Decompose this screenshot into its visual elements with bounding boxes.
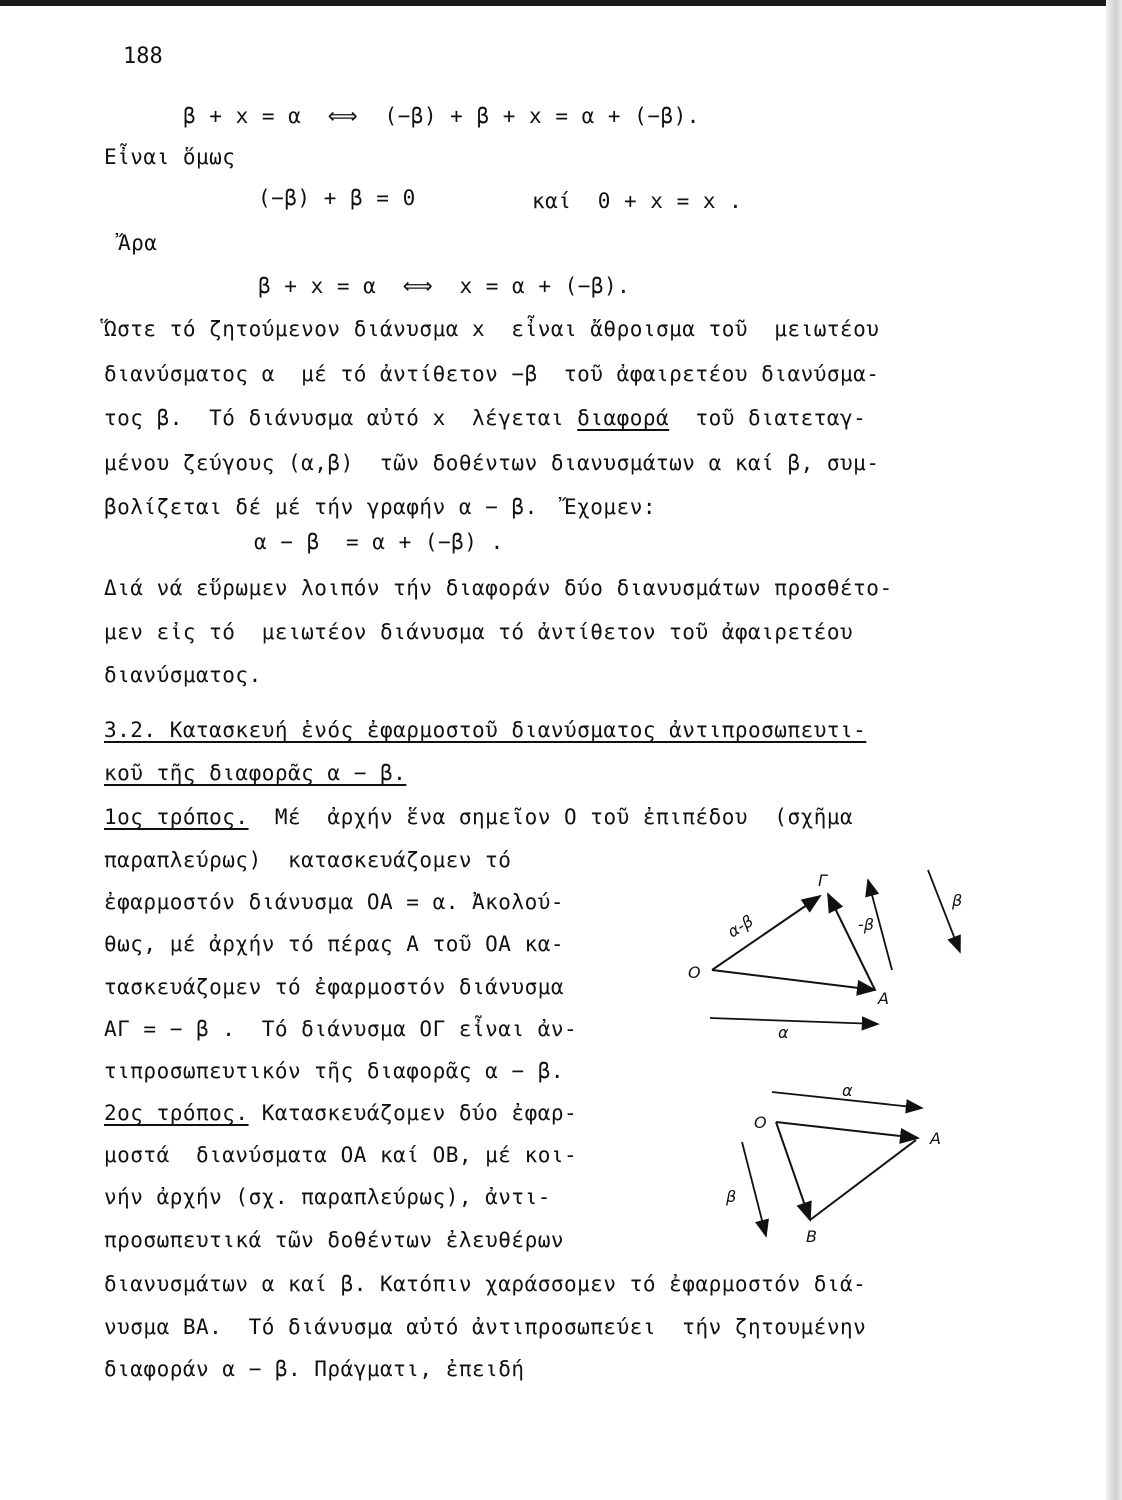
paragraph-line: Διά νά εὕρωμεν λοιπόν τήν διαφοράν δύο διανυσμάτων προσθέτο-: [104, 576, 893, 600]
text-line: Εἶναι ὅμως: [104, 145, 236, 169]
equation-line-1: β + x = α ⟺ (−β) + β + x = α + (−β).: [183, 104, 700, 128]
method-line: τασκευάζομεν τό ἐφαρμοστόν διάνυσμα: [104, 975, 565, 999]
figure-vector-difference-2: [700, 1070, 970, 1250]
paragraph-line: διαφοράν α − β. Πράγματι, ἐπειδή: [104, 1357, 525, 1381]
paragraph-line: μεν εἰς τό μειωτέον διάνυσμα τό ἀντίθετον τοῦ ἀφαιρετέου: [104, 620, 854, 644]
label-O: O: [688, 963, 701, 982]
method-line: προσωπευτικά τῶν δοθέντων ἐλευθέρων: [104, 1228, 565, 1252]
paragraph-line: Ὥστε τό ζητούμενον διάνυσμα x εἶναι ἄθροισμα τοῦ μειωτέου: [104, 317, 880, 341]
equation-line-3: β + x = α ⟺ x = α + (−β).: [258, 274, 631, 298]
label-alpha: α: [778, 1023, 789, 1040]
method-line: μοστά διανύσματα ΟΑ καί ΟΒ, μέ κοι-: [104, 1143, 578, 1167]
method-line: παραπλεύρως) κατασκευάζομεν τό: [104, 848, 512, 872]
section-heading: 3.2. Κατασκευή ἑνός ἐφαρμοστοῦ διανύσματος ἀντιπροσωπευτι-: [104, 718, 867, 742]
free-vector-beta: [742, 1142, 766, 1236]
text-line: Ἄρα: [118, 231, 158, 255]
page-number: 188: [123, 44, 163, 69]
vector-BA: [810, 1140, 916, 1220]
method-2-label: 2ος τρόπος.: [104, 1101, 249, 1125]
vector-OA: [712, 970, 875, 990]
label-alpha-minus-beta: α-β: [724, 911, 757, 942]
scan-right-edge: [1106, 0, 1122, 1500]
method-line: θως, μέ ἀρχήν τό πέρας Α τοῦ ΟΑ κα-: [104, 932, 565, 956]
label-beta: β: [726, 1187, 737, 1206]
label-B: B: [806, 1227, 817, 1246]
paragraph-line: διανύσματος α μέ τό ἀντίθετον −β τοῦ ἀφαιρετέου διανύσμα-: [104, 362, 880, 386]
paragraph-line: τος β. Τό διάνυσμα αὐτό x λέγεται διαφορά τοῦ διατεταγ-: [104, 406, 867, 430]
vector-AG: [828, 894, 875, 990]
term-diafora: διαφορά: [577, 406, 670, 430]
paragraph-line: διανύσματος.: [104, 663, 262, 687]
method-line: ἐφαρμοστόν διάνυσμα ΟΑ = α. Ἀκολού-: [104, 890, 565, 914]
method-line: 1ος τρόπος. Μέ ἀρχήν ἕνα σημεῖον Ο τοῦ ἐπιπέδου (σχῆμα: [104, 805, 854, 829]
figure-vector-difference-1: [670, 860, 1000, 1040]
label-G: Γ: [818, 871, 827, 890]
method-line: ΑΓ = − β . Τό διάνυσμα ΟΓ εἶναι ἀν-: [104, 1017, 578, 1041]
paragraph-line: μένου ζεύγους (α,β) τῶν δοθέντων διανυσμάτων α καί β, συμ-: [104, 451, 880, 475]
label-minus-beta: -β: [858, 915, 874, 934]
label-A: A: [878, 989, 889, 1008]
paragraph-line: βολίζεται δέ μέ τήν γραφήν α − β. Ἔχομεν:: [104, 495, 657, 519]
method-1-label: 1ος τρόπος.: [104, 805, 249, 829]
vector-OA: [776, 1122, 918, 1138]
free-vector-alpha: [710, 1018, 878, 1024]
label-beta: β: [952, 891, 963, 910]
equation-difference: α − β = α + (−β) .: [254, 530, 504, 554]
section-heading-cont: κοῦ τῆς διαφορᾶς α − β.: [104, 761, 407, 785]
equation-line-2a: (−β) + β = 0: [258, 186, 416, 210]
paragraph-line: νυσμα ΒΑ. Τό διάνυσμα αὐτό ἀντιπροσωπεύει τήν ζητουμένην: [104, 1315, 867, 1339]
method-line: νήν ἀρχήν (σχ. παραπλεύρως), ἀντι-: [104, 1185, 551, 1209]
label-A: A: [930, 1129, 941, 1148]
paragraph-line: διανυσμάτων α καί β. Κατόπιν χαράσσομεν τό ἐφαρμοστόν διά-: [104, 1272, 867, 1296]
equation-line-2b: καί 0 + x = x .: [532, 189, 743, 213]
method-line: τιπροσωπευτικόν τῆς διαφορᾶς α − β.: [104, 1059, 565, 1083]
vector-OB: [776, 1122, 810, 1220]
scan-top-edge: [0, 0, 1122, 6]
free-vector-beta: [928, 870, 963, 952]
method-line: 2ος τρόπος. Κατασκευάζομεν δύο ἐφαρ-: [104, 1101, 578, 1125]
label-alpha: α: [842, 1081, 853, 1100]
label-O: O: [754, 1113, 767, 1132]
